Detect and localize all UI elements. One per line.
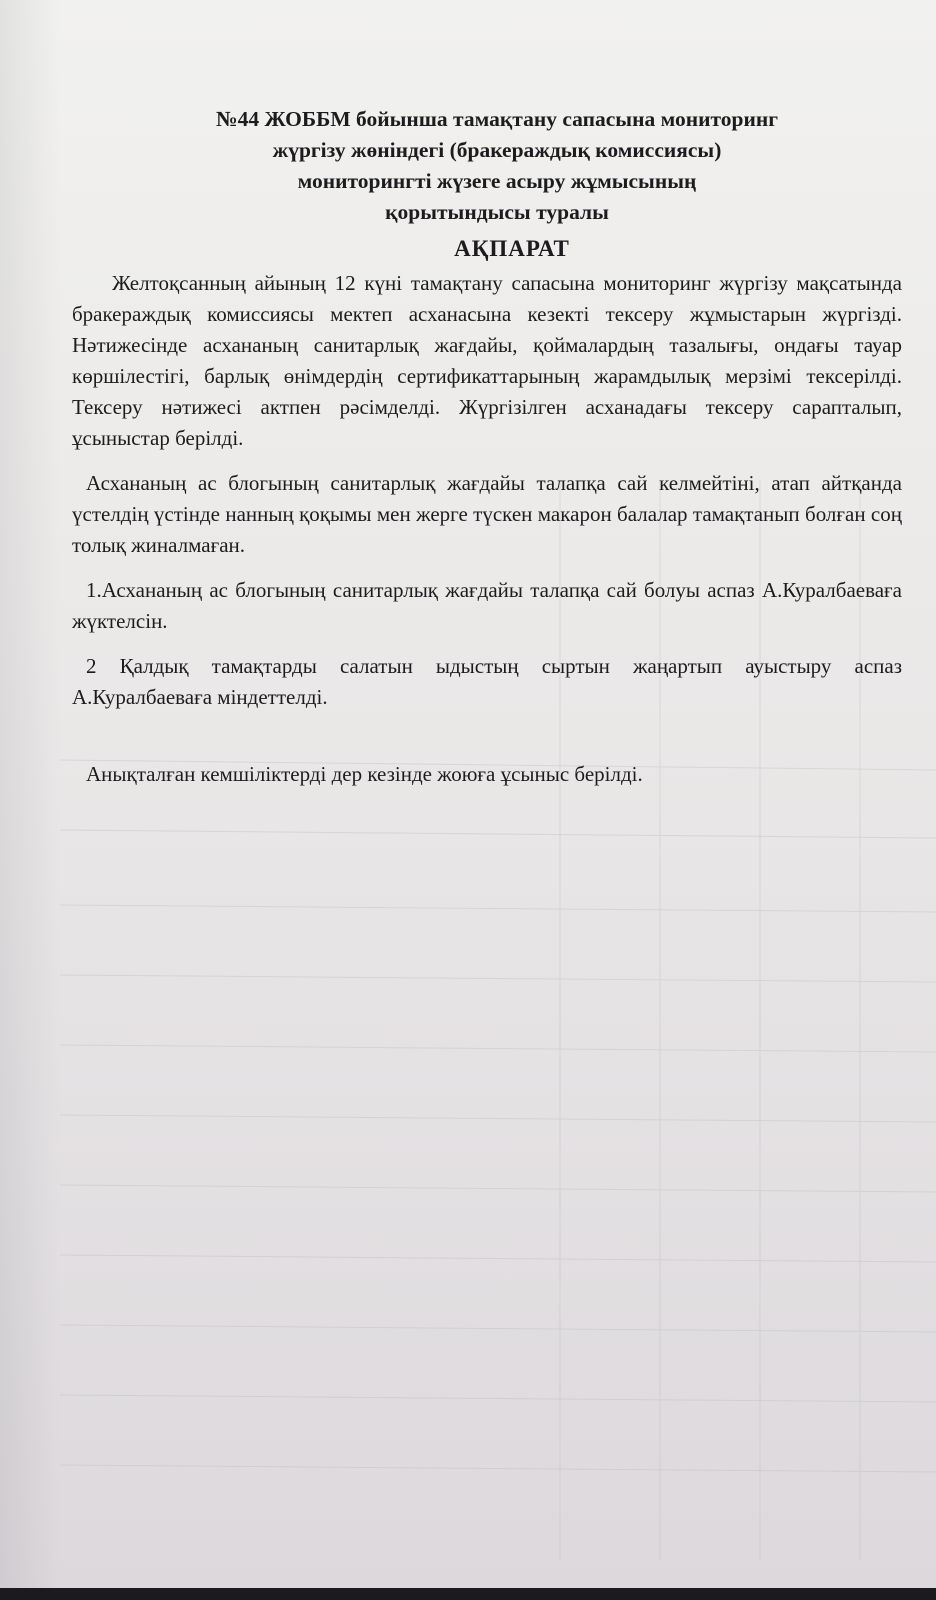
document-body (72, 104, 902, 790)
title-line: қорытындысы туралы (385, 200, 609, 224)
page-shadow (0, 0, 60, 1600)
paragraph-inspection: Желтоқсанның айының 12 күні тамақтану сапасына мониторинг жүргізу мақсатында бракераждық комиссиясы мектеп асханасына кезекті тексеру жұмыстарын жүргізді. Нәтижесінде асхананың санитарлық жағдайы, қоймалардың тазалығы, ондағы тауар көршілестігі, барлық өнімдердің сертификаттарының жарамдылық мерзімі тексерілді. Тексеру нәтижесі актпен рәсімделді. Жүргізілген асханадағы тексеру сарапталып, ұсыныстар берілді. (72, 271, 902, 450)
document-title (72, 104, 902, 228)
paragraph-item-2: 2 Қалдық тамақтарды салатын ыдыстың сыртын жаңартып ауыстыру аспаз А.Куралбаеваға міндеттелді. (72, 654, 902, 709)
document-heading: АҚПАРАТ (454, 236, 570, 261)
paragraph-findings: Асхананың ас блогының санитарлық жағдайы талапқа сай келмейтіні, атап айтқанда үстелдің үстінде нанның қоқымы мен жерге түскен макарон балалар тамақтанып болған соң толық жиналмаған. (72, 471, 902, 557)
photo-edge (0, 1588, 936, 1600)
paragraph-recommendation: Анықталған кемшіліктерді дер кезінде жоюға ұсыныс берілді. (86, 762, 643, 786)
title-line: жүргізу жөніндегі (бракераждық комиссиясы) (272, 138, 722, 162)
title-line: №44 ЖОББМ бойынша тамақтану сапасына мониторинг (215, 107, 779, 131)
title-line: мониторингті жүзеге асыру жұмысының (297, 169, 697, 193)
paragraph-item-1: 1.Асхананың ас блогының санитарлық жағдайы талапқа сай болуы аспаз А.Куралбаеваға жүктелсін. (72, 578, 902, 633)
